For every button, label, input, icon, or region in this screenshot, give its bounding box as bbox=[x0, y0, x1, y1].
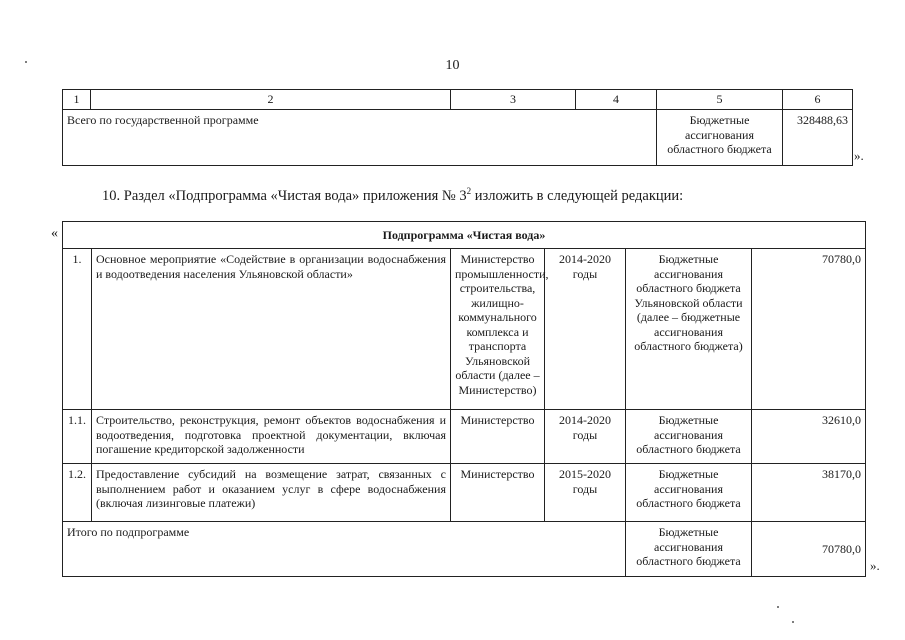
subprogram-total-label: Итого по подпрограмме bbox=[63, 522, 626, 577]
program-total-source: Бюджетные ассигнования областного бюджета bbox=[657, 110, 783, 166]
executor: Министерство bbox=[451, 410, 545, 464]
section-instruction bbox=[102, 186, 683, 205]
column-number-5: 5 bbox=[657, 90, 783, 110]
program-total-row bbox=[63, 110, 853, 166]
funding-amount: 70780,0 bbox=[752, 249, 866, 410]
scan-speck bbox=[777, 606, 779, 608]
subprogram-total-source: Бюджетные ассигнования областного бюджета bbox=[626, 522, 752, 577]
funding-source: Бюджетные ассигнования областного бюджета bbox=[626, 464, 752, 522]
subprogram-title-row bbox=[63, 222, 866, 249]
subprogram-title: Подпрограмма «Чистая вода» bbox=[63, 222, 866, 249]
column-number-4: 4 bbox=[576, 90, 657, 110]
page-number: 10 bbox=[445, 58, 460, 73]
measure-name: Основное мероприятие «Содействие в организации водоснабжения и водоотведения населения Ульяновской области» bbox=[92, 249, 451, 410]
program-total-table bbox=[62, 89, 853, 166]
section-instruction-text: 10. Раздел «Подпрограмма «Чистая вода» приложения № 3 bbox=[102, 187, 467, 204]
period: 2014-2020 годы bbox=[545, 410, 626, 464]
executor: Министерство bbox=[451, 464, 545, 522]
column-number-3: 3 bbox=[451, 90, 576, 110]
program-total-label: Всего по государственной программе bbox=[63, 110, 657, 166]
funding-source: Бюджетные ассигнования областного бюджета bbox=[626, 410, 752, 464]
funding-source: Бюджетные ассигнования областного бюджета Ульяновской области (далее – бюджетные ассигнования областного бюджета) bbox=[626, 249, 752, 410]
measure-name: Предоставление субсидий на возмещение затрат, связанных с выполнением работ и оказанием услуг в сфере водоснабжения (включая лизинговые платежи) bbox=[92, 464, 451, 522]
column-number-row bbox=[63, 90, 853, 110]
table-row bbox=[63, 410, 866, 464]
period: 2015-2020 годы bbox=[545, 464, 626, 522]
section-instruction-tail: изложить в следующей редакции: bbox=[471, 187, 684, 204]
measure-name: Строительство, реконструкция, ремонт объектов водоснабжения и водоотведения, подготовка проектной документации, включая погашение кредиторской задолженности bbox=[92, 410, 451, 464]
period: 2014-2020 годы bbox=[545, 249, 626, 410]
scan-speck bbox=[792, 621, 794, 623]
subprogram-total-row bbox=[63, 522, 866, 577]
column-number-6: 6 bbox=[783, 90, 853, 110]
table-row bbox=[63, 464, 866, 522]
row-number: 1. bbox=[63, 249, 92, 410]
scan-speck bbox=[25, 61, 27, 63]
executor: Министерство промышленности, строительства, жилищно-коммунального комплекса и транспорта Ульяновской области (далее – Министерство) bbox=[451, 249, 545, 410]
closing-quote-mark-2: ». bbox=[870, 558, 880, 573]
subprogram-table bbox=[62, 221, 866, 577]
funding-amount: 32610,0 bbox=[752, 410, 866, 464]
program-total-amount: 328488,63 bbox=[783, 110, 853, 166]
row-number: 1.2. bbox=[63, 464, 92, 522]
column-number-2: 2 bbox=[91, 90, 451, 110]
opening-quote-mark: « bbox=[51, 226, 58, 241]
closing-quote-mark: ». bbox=[854, 148, 864, 163]
table-row bbox=[63, 249, 866, 410]
row-number: 1.1. bbox=[63, 410, 92, 464]
funding-amount: 38170,0 bbox=[752, 464, 866, 522]
subprogram-total-amount: 70780,0 bbox=[752, 522, 866, 577]
column-number-1: 1 bbox=[63, 90, 91, 110]
appendix-superscript: 2 bbox=[466, 186, 472, 196]
